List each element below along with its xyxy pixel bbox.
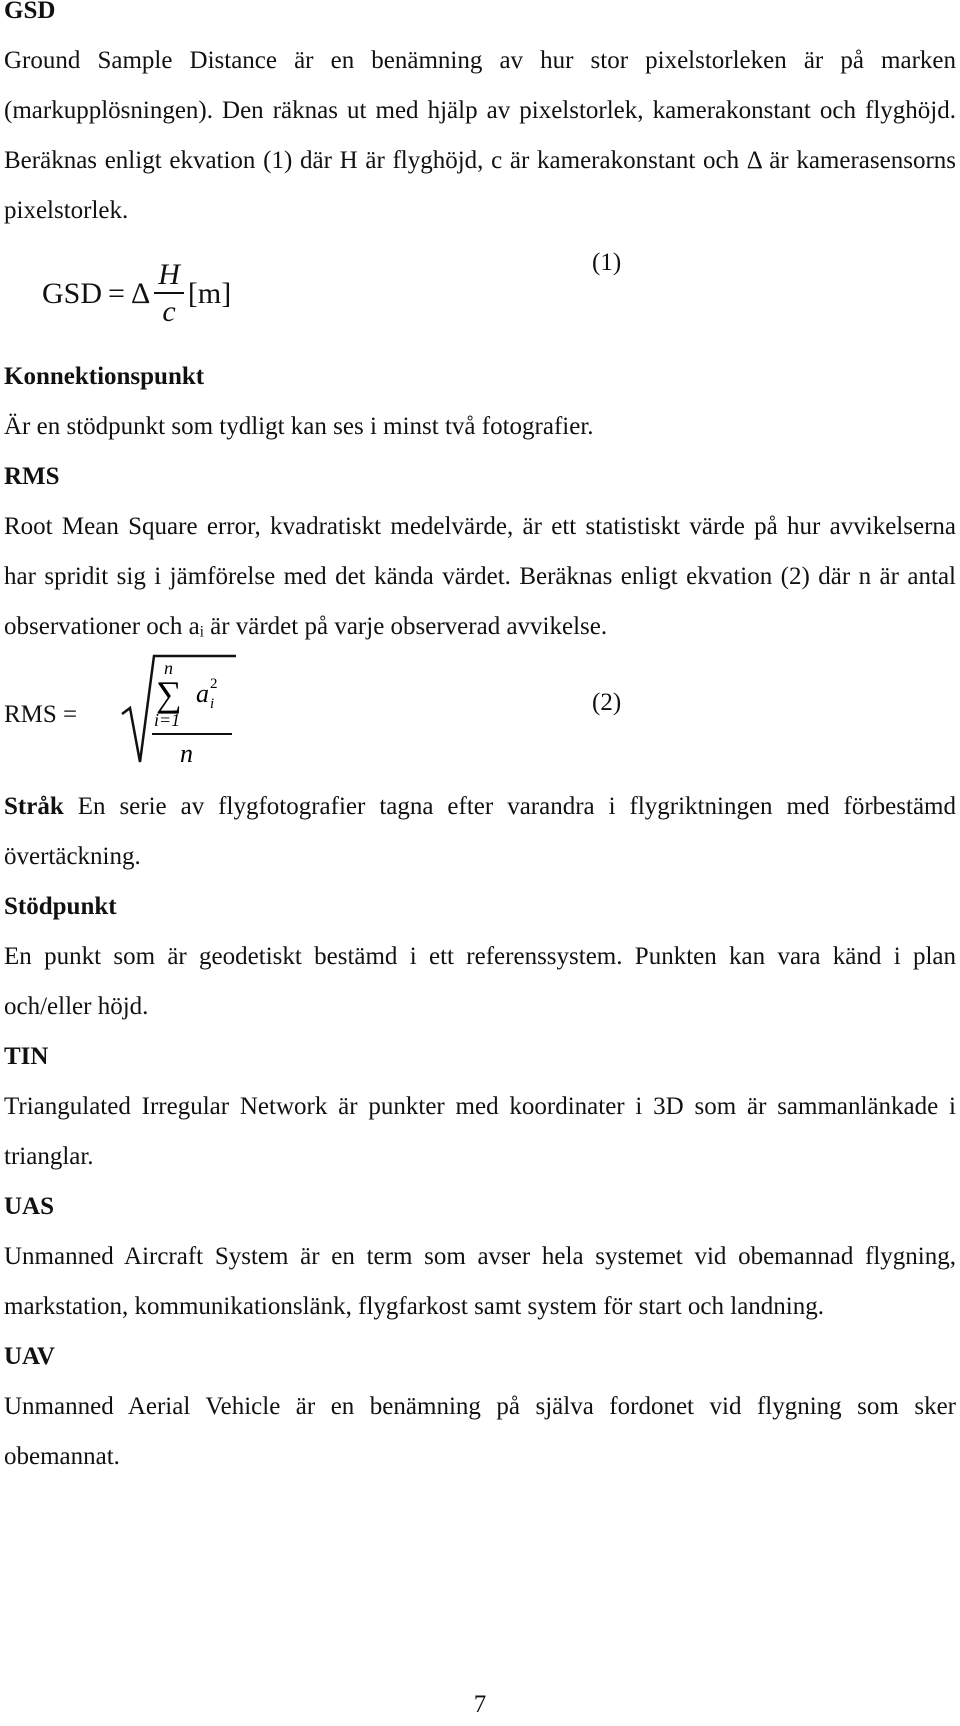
tin-heading: TIN	[4, 1043, 49, 1070]
sum-upper-limit: n	[164, 658, 173, 678]
equation-1	[4, 236, 956, 352]
strak-heading: Stråk	[4, 793, 64, 820]
equation-2-number: (2)	[592, 689, 622, 716]
stodpunkt-paragraph: En punkt som är geodetiskt bestämd i ett referenssystem. Punkten kan vara känd i plan och/eller höjd.	[4, 943, 956, 1020]
gsd-formula-lhs: GSD	[42, 277, 103, 310]
konnektionspunkt-paragraph: Är en stödpunkt som tydligt kan ses i minst två fotografier.	[4, 413, 594, 440]
page-number: 7	[473, 1691, 487, 1718]
gsd-formula-delta: Δ	[130, 277, 151, 310]
page-content	[4, 0, 956, 1482]
gsd-formula-denominator: c	[162, 295, 176, 328]
gsd-formula-equals: =	[108, 277, 125, 310]
rms-paragraph: Root Mean Square error, kvadratiskt medelvärde, är ett statistiskt värde på hur avvikelserna har spridit sig i jämförelse med det kända värdet. Beräknas enligt ekvation (2) där n är antal observationer och aᵢ är värdet på varje observerad avvikelse.	[4, 513, 956, 640]
gsd-formula-fraction	[154, 258, 184, 330]
uas-paragraph: Unmanned Aircraft System är en term som avser hela systemet vid obemannad flygning, markstation, kommunikationslänk, flygfarkost samt system för start och landning.	[4, 1243, 956, 1320]
gsd-paragraph: Ground Sample Distance är en benämning av hur stor pixelstorleken är på marken (markupplösningen). Den räknas ut med hjälp av pixelstorlek, kamerakonstant och flyghöjd. Beräknas enligt ekvation (1) där H är flyghöjd, c är kamerakonstant och Δ är kamerasensorns pixelstorlek.	[4, 47, 956, 224]
uav-heading: UAV	[4, 1343, 55, 1370]
term-base: a	[196, 679, 209, 708]
gsd-formula	[42, 254, 231, 334]
term-subscript: i	[210, 696, 215, 712]
sum-symbol: ∑	[156, 674, 182, 714]
rms-formula-label: RMS =	[4, 701, 78, 728]
term-superscript: 2	[210, 676, 218, 692]
equation-1-number: (1)	[592, 249, 622, 276]
rms-heading: RMS	[4, 463, 60, 490]
strak-body: En serie av flygfotografier tagna efter varandra i flygriktningen med förbestämd övertäckning.	[4, 793, 956, 870]
uas-heading: UAS	[4, 1193, 55, 1220]
gsd-heading: GSD	[4, 0, 56, 24]
rms-formula	[120, 652, 240, 770]
gsd-formula-unit: [m]	[187, 277, 232, 310]
tin-paragraph: Triangulated Irregular Network är punkter med koordinater i 3D som är sammanlänkade i trianglar.	[4, 1093, 956, 1170]
uav-paragraph: Unmanned Aerial Vehicle är en benämning på själva fordonet vid flygning som sker obemannat.	[4, 1393, 956, 1470]
equation-2	[4, 652, 956, 782]
gsd-formula-numerator: H	[154, 258, 184, 294]
fraction-denominator: n	[180, 739, 193, 768]
sum-lower-limit: i=1	[154, 710, 181, 730]
konnektionspunkt-heading: Konnektionspunkt	[4, 363, 205, 390]
strak-paragraph	[4, 782, 956, 882]
stodpunkt-heading: Stödpunkt	[4, 893, 117, 920]
